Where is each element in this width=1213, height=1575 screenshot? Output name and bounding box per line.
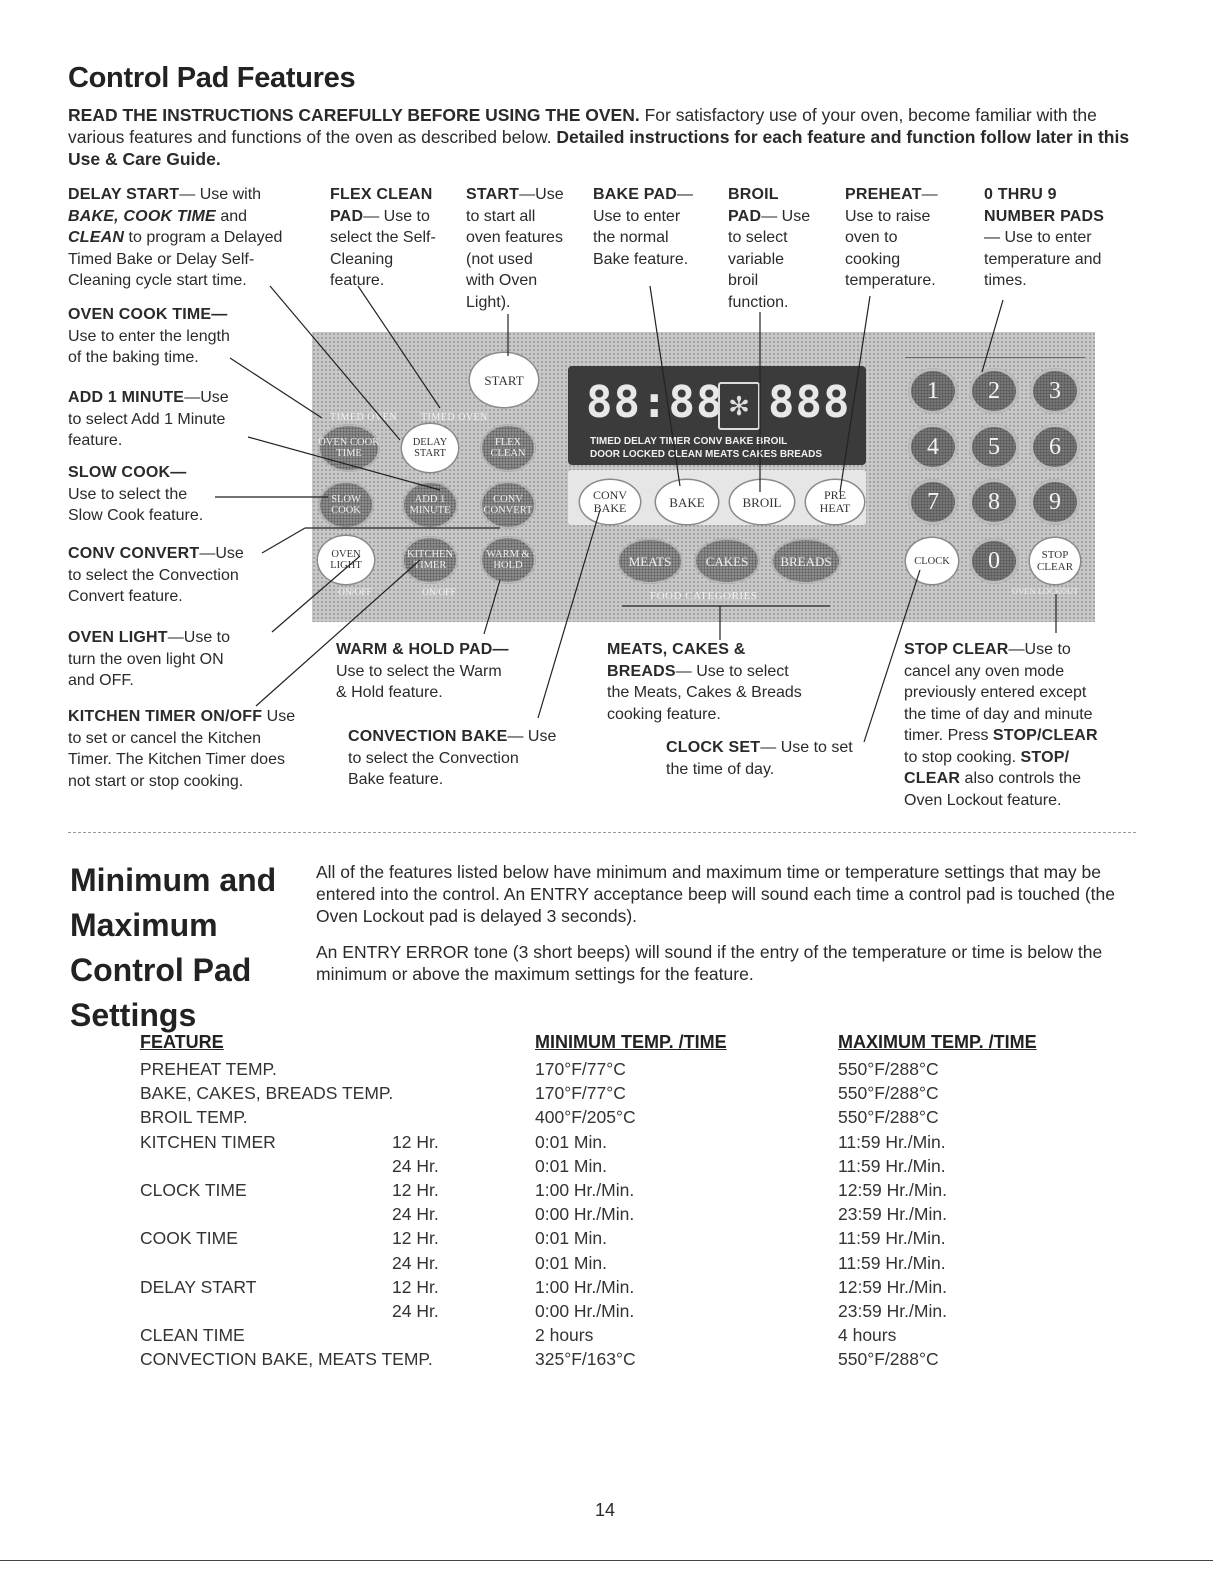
label-italic: CLEAN — [68, 229, 125, 246]
number-label: 2 — [988, 377, 1000, 404]
callout-line — [650, 286, 680, 486]
pad-line: DELAY — [412, 437, 448, 448]
section-title-line: Control Pad — [70, 952, 252, 988]
food-categories-label: FOOD CATEGORIES — [650, 590, 758, 602]
label-head: ADD 1 MINUTE — [68, 389, 185, 406]
label-head: OVEN LIGHT — [68, 629, 168, 646]
table-cell-min: 0:01 Min. — [535, 1228, 607, 1249]
pad-line: PRE — [823, 488, 846, 502]
number-label: 5 — [988, 433, 1000, 460]
table-cell-feature: KITCHEN TIMER — [140, 1131, 276, 1152]
label-text: — — [921, 186, 938, 203]
label-text: Use — [262, 708, 296, 725]
label-text: select the Self- — [330, 229, 436, 246]
table-cell-max: 550°F/288°C — [838, 1349, 939, 1370]
callout-line — [230, 358, 322, 418]
pad-line: KITCHEN — [406, 549, 454, 560]
label-head: STOP/CLEAR — [992, 727, 1098, 744]
label-text: Oven Lockout feature. — [904, 791, 1062, 809]
label-text: to select the Convection — [348, 749, 519, 767]
number-label: 4 — [927, 433, 939, 460]
oven-lockout-label: OVEN LOCKOUT — [1012, 586, 1079, 596]
label-text: Bake feature. — [348, 771, 444, 788]
label-text: to stop cooking. — [904, 748, 1021, 766]
table-column-feature — [140, 1057, 433, 1371]
label-text: also controls the — [960, 770, 1082, 787]
callout-line — [982, 300, 1003, 372]
table-header-maximum: MAXIMUM TEMP. /TIME — [838, 1032, 1037, 1052]
table-cell-feature — [140, 1202, 433, 1226]
timed-oven-text: TIMED OVEN — [330, 412, 397, 423]
label-text: Use to raise — [845, 207, 931, 225]
pad-line: CLEAR — [1036, 561, 1074, 573]
label-text: — Use — [761, 207, 811, 225]
table-cell-max: 11:59 Hr./Min. — [838, 1252, 946, 1273]
label-text: Timer. The Kitchen Timer does — [68, 751, 285, 768]
table-cell-feature — [140, 1299, 433, 1323]
section-paragraph-2: An ENTRY ERROR tone (3 short beeps) will sound if the entry of the temperature or time is below the minimum or above the maximum settings for the feature. — [316, 942, 1103, 984]
label-text: — — [676, 186, 693, 203]
label-text: turn the oven light ON — [68, 650, 224, 668]
label-text: — Use to — [363, 207, 430, 225]
table-cell-mode: 12 Hr. — [392, 1131, 439, 1152]
label-text: temperature and — [984, 250, 1102, 268]
display-clock-digits: 88:88 — [586, 377, 724, 428]
cakes-pad-label: CAKES — [705, 553, 749, 569]
table-cell-mode: 12 Hr. — [392, 1276, 439, 1297]
pad-line: OVEN — [331, 549, 361, 560]
pad-line: HOLD — [493, 560, 523, 571]
label-head: PREHEAT — [845, 186, 922, 203]
section-paragraph-1: All of the features listed below have minimum and maximum time or temperature settings that may be entered into the control. An ENTRY acceptance beep will sound each time a control pad is touched (the Oven Lockout pad is delayed 3 seconds). — [316, 862, 1116, 926]
table-cell-min: 170°F/77°C — [535, 1059, 626, 1079]
section-title-line: Minimum and — [70, 862, 277, 898]
label-text: Bake feature. — [593, 250, 689, 268]
table-cell-min: 1:00 Hr./Min. — [535, 1179, 635, 1200]
table-cell-mode: 12 Hr. — [392, 1179, 439, 1200]
label-text: — Use to select — [675, 662, 789, 680]
label-text: cancel any oven mode — [904, 662, 1065, 680]
pad-line: START — [414, 448, 446, 459]
table-cell-min: 0:01 Min. — [535, 1252, 607, 1273]
bake-pad-label: BAKE — [669, 494, 705, 510]
label-stop-clear — [904, 639, 1098, 811]
label-head: DELAY START — [68, 186, 180, 203]
label-head: OVEN COOK TIME— — [68, 306, 228, 323]
label-text: function. — [728, 293, 789, 311]
label-text: Cleaning cycle start time. — [68, 272, 247, 289]
label-head: PAD — [330, 207, 364, 225]
pad-line: WARM & — [486, 549, 530, 560]
intro-text: For satisfactory use of your oven, become familiar with the various features and functions of the oven as described below. — [68, 105, 1097, 147]
table-cell-mode: 24 Hr. — [392, 1252, 439, 1273]
label-text: to select the Convection — [68, 566, 239, 584]
table-cell-mode: 24 Hr. — [392, 1300, 439, 1321]
label-text: with Oven — [466, 272, 538, 289]
section-title — [70, 858, 276, 1038]
table-cell-max: 550°F/288°C — [838, 1107, 939, 1128]
table-cell-feature — [140, 1251, 433, 1275]
label-head: CONVECTION BAKE — [348, 728, 508, 745]
label-text: times. — [984, 272, 1027, 289]
label-head: START — [466, 186, 520, 203]
table-column-mode — [392, 1057, 439, 1371]
table-cell-mode — [392, 1057, 439, 1081]
table-cell-feature: BAKE, CAKES, BREADS TEMP. — [140, 1083, 394, 1104]
table-cell-max: 11:59 Hr./Min. — [838, 1131, 946, 1152]
number-label: 7 — [927, 488, 939, 515]
table-cell-feature: CONVECTION BAKE, MEATS TEMP. — [140, 1349, 433, 1370]
label-head: STOP/ — [1020, 748, 1070, 766]
table-cell-max: 11:59 Hr./Min. — [838, 1228, 946, 1249]
table-cell-mode — [392, 1105, 439, 1129]
bottom-rule — [0, 1560, 1213, 1561]
label-text: to set or cancel the Kitchen — [68, 729, 261, 747]
label-text: to program a Delayed — [124, 229, 283, 246]
label-text: Light). — [466, 293, 511, 311]
callout-line — [840, 296, 870, 492]
number-label: 9 — [1049, 488, 1061, 515]
table-cell-feature: PREHEAT TEMP. — [140, 1059, 277, 1079]
label-meats-cakes-breads — [607, 639, 802, 725]
timed-oven-text: TIMED OVEN — [420, 412, 488, 423]
pad-line: TIME — [336, 448, 362, 459]
label-convection-bake — [348, 726, 556, 791]
display-indicators-bottom: DOOR LOCKED CLEAN MEATS CAKES BREADS — [590, 449, 823, 460]
pad-line: CONV — [592, 488, 627, 502]
number-label: 8 — [988, 488, 1000, 515]
callout-line — [270, 286, 400, 440]
table-cell-mode: 24 Hr. — [392, 1155, 439, 1176]
number-label: 0 — [988, 547, 1000, 574]
label-text: —Use — [184, 389, 229, 406]
pad-line: BAKE — [593, 501, 627, 515]
pad-line: LIGHT — [330, 560, 362, 571]
table-cell-min: 400°F/205°C — [535, 1107, 636, 1128]
label-head: FLEX CLEAN — [330, 186, 433, 203]
breads-pad-label: BREADS — [780, 553, 832, 569]
table-cell-min: 0:01 Min. — [535, 1155, 607, 1176]
label-head: CONV CONVERT — [68, 545, 200, 562]
label-head: MEATS, CAKES & — [607, 641, 746, 658]
table-column-maximum — [838, 1057, 947, 1371]
table-cell-mode: 24 Hr. — [392, 1204, 439, 1225]
table-cell-max: 23:59 Hr./Min. — [838, 1204, 947, 1225]
clock-pad-label: CLOCK — [914, 555, 950, 567]
table-cell-feature: DELAY START — [140, 1276, 257, 1297]
meats-pad-label: MEATS — [628, 553, 672, 569]
label-text: Use to select the — [68, 485, 188, 503]
label-text: feature. — [68, 432, 123, 449]
pad-line: HEAT — [819, 501, 851, 515]
number-label: 1 — [927, 377, 939, 404]
table-cell-mode — [392, 1081, 439, 1105]
label-text: Convert feature. — [68, 588, 183, 605]
label-head: NUMBER PADS — [984, 207, 1105, 225]
table-cell-min: 2 hours — [535, 1325, 594, 1346]
label-text: (not used — [466, 250, 533, 268]
page-title: Control Pad Features — [68, 62, 356, 94]
label-text: —Use — [199, 545, 244, 562]
pad-line: CONVERT — [483, 505, 533, 516]
table-cell-feature: BROIL TEMP. — [140, 1107, 248, 1128]
number-label: 6 — [1049, 433, 1061, 460]
table-cell-min: 0:01 Min. — [535, 1131, 607, 1152]
label-text: — Use to set — [760, 739, 853, 756]
label-text: — Use with — [179, 186, 262, 203]
pad-line: STOP — [1041, 549, 1069, 561]
table-cell-feature: COOK TIME — [140, 1228, 238, 1249]
table-header-minimum: MINIMUM TEMP. /TIME — [535, 1032, 727, 1052]
table-cell-max: 550°F/288°C — [838, 1083, 939, 1104]
label-text: oven to — [845, 229, 898, 246]
label-text: Use to enter — [593, 207, 681, 225]
intro-bold-note: Detailed instructions for each feature and function follow later in this Use & Care Guide. — [68, 127, 1130, 169]
page-number: 14 — [595, 1500, 616, 1520]
label-text: to select — [728, 229, 788, 246]
display-indicators-top: TIMED DELAY TIMER CONV BAKE BROIL — [590, 436, 788, 447]
display-temp-digits: 888 — [768, 377, 851, 428]
label-text: the time of day. — [666, 760, 775, 778]
label-head: STOP CLEAR — [904, 641, 1009, 658]
label-text: Use to select the Warm — [336, 662, 502, 680]
table-cell-max: 4 hours — [838, 1325, 897, 1346]
label-text: timer. Press — [904, 727, 993, 744]
label-text: the time of day and minute — [904, 705, 1093, 723]
label-text: — Use to enter — [984, 229, 1092, 246]
table-cell-mode — [392, 1347, 439, 1371]
label-head: KITCHEN TIMER ON/OFF — [68, 708, 263, 725]
table-cell-feature: CLOCK TIME — [140, 1179, 247, 1200]
label-head: BROIL — [728, 186, 779, 203]
table-cell-min: 0:00 Hr./Min. — [535, 1204, 635, 1225]
kitchen-timer-onoff-label: ON/OFF — [422, 588, 456, 598]
label-text: feature. — [330, 272, 385, 289]
label-text: to select Add 1 Minute — [68, 410, 226, 428]
intro-bold-warning: READ THE INSTRUCTIONS CAREFULLY BEFORE USING THE OVEN. — [68, 105, 640, 125]
callout-line — [484, 580, 500, 634]
label-text: and OFF. — [68, 672, 134, 689]
pad-line: TIMER — [413, 560, 447, 571]
table-cell-feature — [140, 1154, 433, 1178]
label-text: cooking — [845, 250, 901, 268]
table-cell-max: 11:59 Hr./Min. — [838, 1155, 946, 1176]
pad-line: CONV — [493, 494, 523, 505]
pad-line: COOK — [331, 505, 361, 516]
section-title-line: Settings — [70, 997, 197, 1033]
label-clock-set — [666, 737, 853, 780]
callout-line — [272, 556, 360, 632]
oven-light-onoff-label: ON/OFF — [338, 588, 372, 598]
label-text: —Use to — [167, 629, 231, 646]
table-cell-min: 325°F/163°C — [535, 1349, 636, 1370]
label-text: of the baking time. — [68, 349, 199, 366]
label-text: Slow Cook feature. — [68, 507, 204, 524]
fan-icon: ✻ — [718, 382, 760, 430]
pad-line: SLOW — [331, 494, 361, 505]
callout-line — [262, 528, 305, 553]
label-text: broil — [728, 272, 759, 289]
table-cell-mode: 12 Hr. — [392, 1228, 439, 1249]
broil-pad-label: BROIL — [742, 494, 782, 510]
table-cell-min: 0:00 Hr./Min. — [535, 1300, 635, 1321]
label-head: CLOCK SET — [666, 739, 761, 756]
label-text: Cleaning — [330, 250, 394, 268]
callout-line — [358, 286, 440, 408]
start-pad-label: START — [484, 372, 524, 388]
table-column-minimum — [535, 1057, 636, 1371]
pad-line: CLEAN — [490, 448, 526, 459]
number-label: 3 — [1049, 377, 1061, 404]
label-text: Timed Bake or Delay Self- — [68, 250, 255, 268]
section-divider — [68, 832, 1136, 833]
label-text: oven features — [466, 229, 563, 246]
label-text: not start or stop cooking. — [68, 772, 244, 790]
table-cell-min: 1:00 Hr./Min. — [535, 1276, 635, 1297]
label-text: & Hold feature. — [336, 684, 443, 701]
label-text: previously entered except — [904, 684, 1087, 701]
label-head: BREADS — [607, 662, 676, 680]
table-cell-max: 23:59 Hr./Min. — [838, 1300, 947, 1321]
table-header-feature: FEATURE — [140, 1032, 224, 1052]
label-head: CLEAR — [904, 770, 961, 787]
label-text: and — [215, 207, 248, 225]
table-cell-min: 170°F/77°C — [535, 1083, 626, 1104]
pad-line: OVEN COOK — [318, 437, 380, 448]
section-title-line: Maximum — [70, 907, 218, 943]
label-text: Use to enter the length — [68, 327, 230, 345]
label-head: SLOW COOK— — [68, 464, 187, 481]
label-text: cooking feature. — [607, 705, 721, 723]
callout-line — [538, 510, 600, 718]
table-cell-max: 12:59 Hr./Min. — [838, 1179, 947, 1200]
label-text: to start all — [466, 207, 536, 225]
label-text: —Use — [519, 186, 564, 203]
pad-line: ADD 1 — [414, 494, 446, 505]
table-cell-feature: CLEAN TIME — [140, 1325, 245, 1346]
label-text: temperature. — [845, 272, 936, 289]
label-text: the Meats, Cakes & Breads — [607, 684, 802, 701]
pad-line: MINUTE — [409, 505, 451, 516]
table-cell-mode — [392, 1323, 439, 1347]
label-head: BAKE PAD — [593, 186, 677, 203]
label-warm-hold — [336, 639, 509, 704]
label-italic: BAKE, COOK TIME — [68, 207, 216, 225]
callout-line — [248, 437, 440, 490]
label-head: PAD — [728, 207, 762, 225]
pad-line: FLEX — [494, 437, 522, 448]
table-cell-max: 550°F/288°C — [838, 1059, 939, 1079]
label-text: — Use — [507, 728, 557, 745]
table-cell-max: 12:59 Hr./Min. — [838, 1276, 947, 1297]
label-head: 0 THRU 9 — [984, 186, 1057, 203]
label-text: —Use to — [1008, 641, 1071, 658]
label-text: the normal — [593, 229, 669, 246]
label-text: variable — [728, 250, 785, 268]
label-head: WARM & HOLD PAD— — [336, 641, 509, 658]
